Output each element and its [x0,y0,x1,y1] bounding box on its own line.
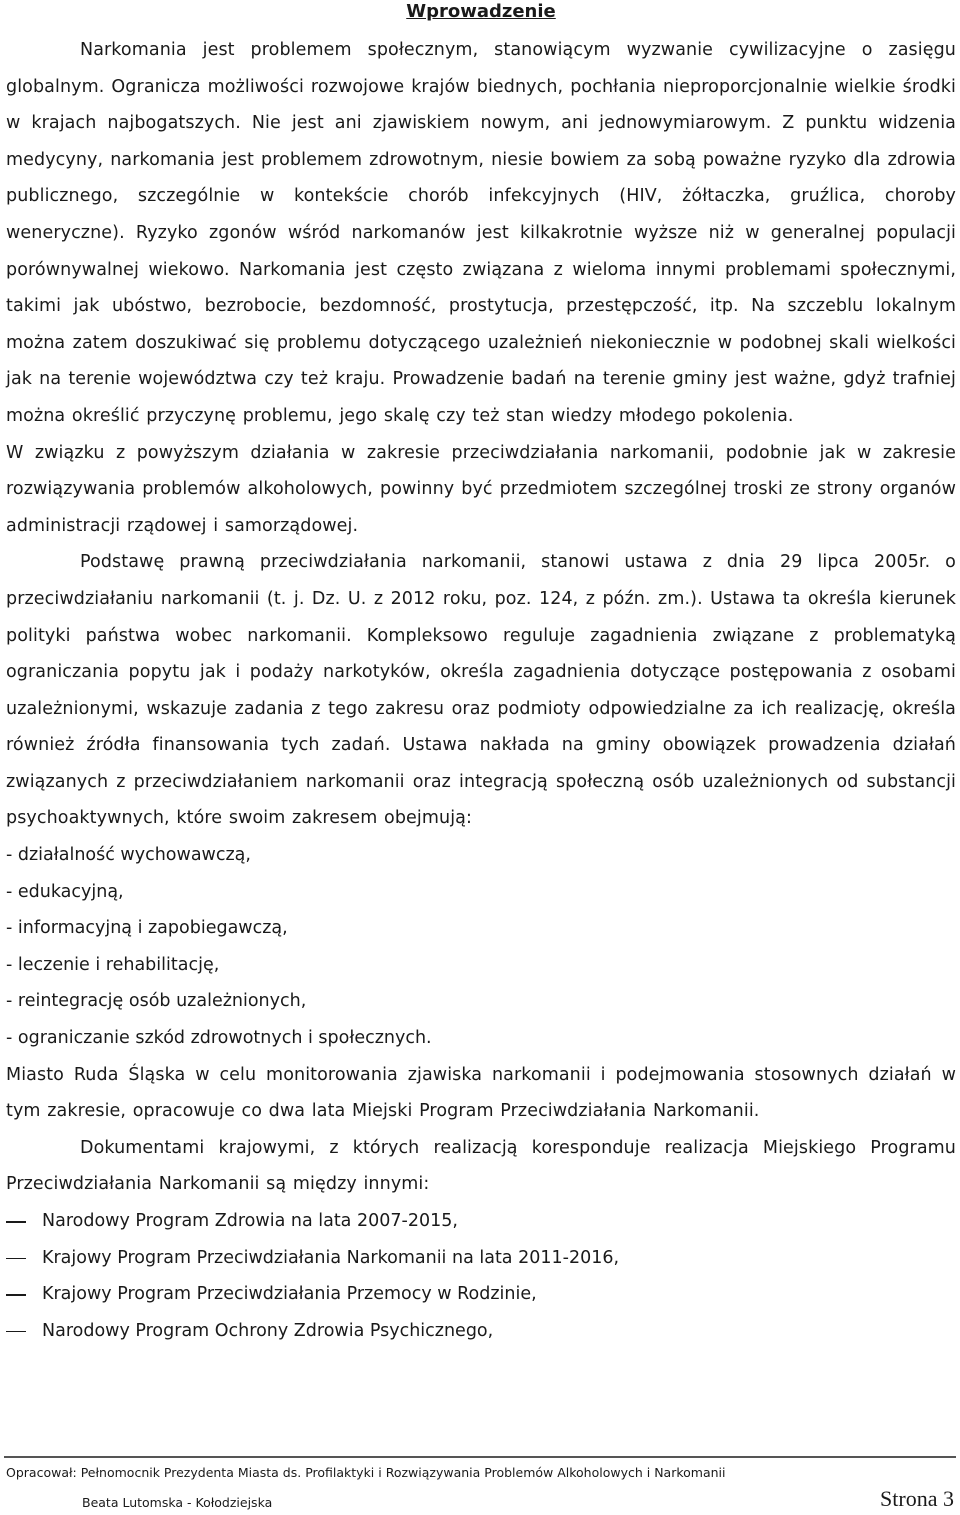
paragraph-national-documents: Dokumentami krajowymi, z których realizacją koresponduje realizacja Miejskiego Programu Przeciwdziałania Narkomanii są między innymi: [6,1137,956,1195]
scope-item: - reintegrację osób uzależnionych, [6,991,307,1012]
paragraph-city-program: Miasto Ruda Śląska w celu monitorowania zjawiska narkomanii i podejmowania stosownych działań w tym zakresie, opracowuje co dwa lata Miejski Program Przeciwdziałania Narkomanii. [6,1064,956,1122]
program-label: Narodowy Program Zdrowia na lata 2007-2015, [42,1211,458,1231]
footer-divider [4,1456,956,1458]
dash-bullet-icon [6,1331,26,1333]
page-number: Strona 3 [880,1486,954,1511]
paragraph-context: W związku z powyższym działania w zakresie przeciwdziałania narkomanii, podobnie jak w zakresie rozwiązywania problemów alkoholowych, powinny być przedmiotem szczególnej troski ze strony organów administracji rządowej i samorządowej. [6,442,956,536]
document-page [6,0,956,1349]
program-label: Krajowy Program Przeciwdziałania Przemocy w Rodzinie, [42,1284,537,1305]
dash-bullet-icon [6,1294,26,1296]
program-item [6,1276,956,1313]
program-item [6,1203,956,1240]
footer-author-title: Opracował: Pełnomocnik Prezydenta Miasta ds. Profilaktyki i Rozwiązywania Problemów Alkoholowych i Narkomanii [6,1465,726,1480]
scope-item: - informacyjną i zapobiegawczą, [6,918,288,939]
program-item [6,1313,956,1350]
footer-author-name: Beata Lutomska - Kołodziejska [82,1495,273,1510]
scope-list [6,837,956,1057]
program-label: Krajowy Program Przeciwdziałania Narkomanii na lata 2011-2016, [42,1247,620,1268]
section-heading: Wprowadzenie [406,1,556,22]
paragraph-legal-basis: Podstawę prawną przeciwdziałania narkomanii, stanowi ustawa z dnia 29 lipca 2005r. o przeciwdziałaniu narkomanii (t. j. Dz. U. z 2012 roku, poz. 124, z późn. zm.). Ustawa ta określa kierunek polityki państwa wobec narkomanii. Kompleksowo reguluje zagadnienia związane z problematyką ograniczania popytu jak i podaży narkotyków, określa zagadnienia dotyczące postępowania z osobami uzależnionymi, wskazuje zadania z tego zakresu oraz podmioty odpowiedzialne za ich realizację, określa również źródła finansowania tych zadań. Ustawa nakłada na gminy obowiązek prowadzenia działań związanych z przeciwdziałaniem narkomanii oraz integracją społeczną osób uzależnionych od substancji psychoaktywnych, które swoim zakresem obejmują: [6,552,956,829]
program-label: Narodowy Program Ochrony Zdrowia Psychicznego, [42,1320,494,1341]
scope-item: - działalność wychowawczą, [6,845,251,866]
paragraph-intro: Narkomania jest problemem społecznym, stanowiącym wyzwanie cywilizacyjne o zasięgu globalnym. Ogranicza możliwości rozwojowe krajów biednych, pochłania nieproporcjonalnie wielkie środki w krajach najbogatszych. Nie jest ani zjawiskiem nowym, ani jednowymiarowym. Z punktu widzenia medycyny, narkomania jest problemem zdrowotnym, niesie bowiem za sobą poważne ryzyko dla zdrowia publicznego, szczególnie w kontekście chorób infekcyjnych (HIV, żółtaczka, gruźlica, choroby weneryczne). Ryzyko zgonów wśród narkomanów jest kilkakrotnie wyższe niż w generalnej populacji porównywalnej wiekowo. Narkomania jest często związana z wieloma innymi problemami społecznymi, takimi jak ubóstwo, bezrobocie, bezdomność, prostytucja, przestępczość, itp. Na szczeblu lokalnym można zatem doszukiwać się problemu dotyczącego uzależnień niekoniecznie w podobnej skali wielkości jak na terenie województwa czy też kraju. Prowadzenie badań na terenie gminy jest ważne, gdyż trafniej można określić przyczynę problemu, jego skalę czy też stan wiedzy młodego pokolenia. [6,40,956,426]
program-item [6,1240,956,1277]
scope-item: - leczenie i rehabilitację, [6,954,220,975]
programs-list [6,1203,956,1349]
scope-item: - ograniczanie szkód zdrowotnych i społecznych. [6,1028,432,1049]
scope-item: - edukacyjną, [6,881,124,902]
dash-bullet-icon [6,1258,26,1260]
dash-bullet-icon [6,1221,26,1223]
